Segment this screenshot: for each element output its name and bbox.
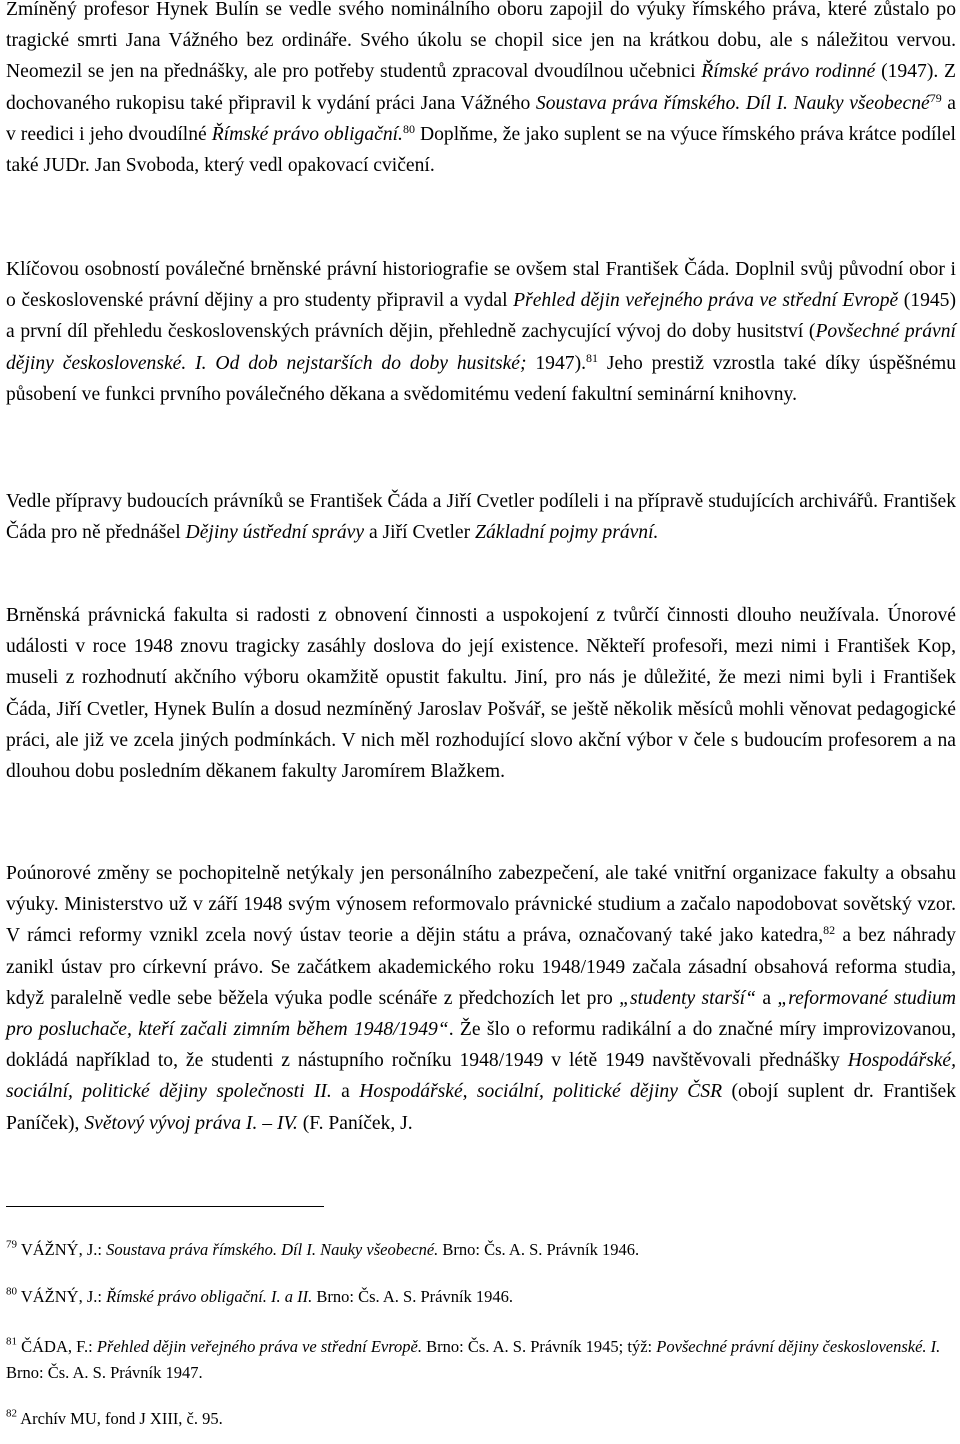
italic-text: Povšechné právní dějiny československé. I. Od dob nejstarších do doby husitské; (6, 321, 956, 374)
text-run: Brno: Čs. A. S. Právník 1945; týž: (422, 1337, 657, 1356)
footnote-separator (6, 1206, 324, 1207)
text-run: (1945) a první díl přehledu československých právních dějin, přehledně zachycující vývoj do doby husitství ( (6, 290, 957, 343)
text-run: a (331, 1081, 360, 1103)
text-run: a Jiří Cvetler (364, 522, 476, 544)
italic-text: Soustava práva římského. Díl I. Nauky všeobecné. (106, 1240, 439, 1259)
text-run: Brno: Čs. A. S. Právník 1946. (312, 1287, 514, 1306)
italic-text: Hospodářské, sociální, politické dějiny společnosti II. (6, 1050, 956, 1103)
italic-text: Římské právo rodinné (701, 61, 876, 83)
paragraph-study-reform (6, 858, 956, 1139)
footnote-ref: 79 (929, 90, 942, 105)
italic-text: Římské právo obligační. (211, 123, 403, 145)
paragraph-february-1948 (6, 600, 956, 787)
footnote-81 (6, 1334, 956, 1386)
text-run: Brno: Čs. A. S. Právník 1946. (438, 1240, 640, 1259)
paragraph-cada (6, 254, 956, 410)
italic-text: Dějiny ústřední správy (185, 522, 365, 544)
text-run: VÁŽNÝ, J.: (17, 1287, 107, 1306)
footnote-ref: 81 (6, 1335, 17, 1348)
text-run: (obojí suplent dr. František Paníček), (6, 1081, 957, 1134)
footnote-82 (6, 1406, 956, 1432)
text-run: a v reedici i jeho dvoudílné (6, 92, 956, 145)
italic-text: Povšechné právní dějiny československé. I. (656, 1337, 941, 1356)
italic-text: Římské právo obligační. I. a II. (106, 1287, 313, 1306)
italic-text: Soustava práva římského. Díl I. Nauky všeobecné (535, 92, 930, 114)
italic-text: Přehled dějin veřejného práva ve střední Evropě (513, 290, 899, 312)
text-run: Brno: Čs. A. S. Právník 1947. (6, 1363, 203, 1382)
italic-text: Základní pojmy právní. (475, 522, 659, 544)
text-run: a bez náhrady zanikl ústav pro církevní právo. Se začátkem akademického roku 1948/1949 začala zásadní obsahová reforma studia, když paralelně vedle sebe běžela výuka podle scénáře z předchozích let pro (6, 925, 956, 1009)
text-run: Zmíněný profesor Hynek Bulín se vedle svého nominálního oboru zapojil do výuky římského práva, které zůstalo po tragické smrti Jana Vážného bez ordináře. Svého úkolu se chopil sice jen na krátkou dobu, ale s náležitou vervou. Neomezil se jen na přednášky, ale pro potřeby studentů zpracoval dvoudílnou učebnici (6, 0, 956, 83)
text-run: a (756, 987, 778, 1009)
text-run: . Že šlo o reformu radikální a do značné míry improvizovanou, dokládá například to, že studenti z nástupního ročníku 1948/1949 v létě 1949 navštěvovali přednášky (6, 1019, 956, 1072)
italic-text: „reformované studium pro posluchače, kteří začali zimním během 1948/1949“ (6, 987, 956, 1041)
footnote-79 (6, 1237, 956, 1263)
text-run: Poúnorové změny se pochopitelně netýkaly jen personálního zabezpečení, ale také vnitřní organizace fakulty a obsahu výuky. Ministerstvo už v září 1948 svým výnosem reformovalo právnické studium a začalo napodobovat sovětský vzor. V rámci reformy vznikl zcela nový ústav teorie a dějin státu a práva, označovaný také jako katedra, (6, 863, 956, 947)
footnote-ref: 81 (586, 350, 598, 365)
text-run: Klíčovou osobností poválečné brněnské právní historiografie se ovšem stal František Čáda. Doplnil svůj původní obor i o československé právní dějiny a pro studenty připravil a vydal (6, 259, 956, 312)
text-run: Vedle přípravy budoucích právníků se František Čáda a Jiří Cvetler podíleli i na přípravě studujících archivářů. František Čáda pro ně přednášel (6, 491, 956, 544)
footnote-ref: 82 (6, 1407, 17, 1420)
text-run: Brněnská právnická fakulta si radosti z obnovení činnosti a uspokojení z tvůrčí činnosti dlouho neužívala. Únorové události v roce 1948 znovu tragicky zasáhly doslova do její existence. Někteří profesoři, mezi nimi i František Kop, museli z rozhodnutí akčního výboru okamžitě opustit fakultu. Jiní, pro nás je důležité, že mezi nimi byli i František Čáda, Jiří Cvetler, Hynek Bulín a dosud nezmíněný Jaroslav Pošvář, se ještě několik měsíců mohli věnovat pedagogické práci, ale již ve zcela jiných podmínkách. V nich měl rozhodující slovo akční výbor v čele s budoucím profesorem a na dlouhou dobu posledním děkanem fakulty Jaromírem Blažkem. (6, 605, 956, 783)
footnote-ref: 79 (6, 1238, 17, 1251)
text-run: 1947). (526, 352, 586, 374)
footnote-ref: 80 (402, 121, 415, 136)
footnote-ref: 80 (6, 1285, 17, 1298)
text-run: Jeho prestiž vzrostla také díky úspěšnému působení ve funkci prvního poválečného děkana a svědomitému vedení fakultní seminární knihovny. (6, 352, 956, 405)
text-run: Archív MU, fond J XIII, č. 95. (17, 1409, 223, 1428)
text-run: Doplňme, že jako suplent se na výuce římského práva krátce podílel také JUDr. Jan Svoboda, který vedl opakovací cvičení. (6, 123, 956, 177)
italic-text: Přehled dějin veřejného práva ve střední Evropě. (96, 1337, 422, 1356)
italic-text: Světový vývoj práva I. – IV. (84, 1112, 298, 1134)
text-run: (F. Paníček, J. (297, 1112, 413, 1134)
paragraph-bulin-roman-law (6, 0, 956, 181)
footnote-ref: 82 (823, 923, 836, 938)
text-run: ČÁDA, F.: (17, 1337, 97, 1356)
footnote-80 (6, 1284, 956, 1310)
italic-text: Hospodářské, sociální, politické dějiny ČSR (359, 1081, 723, 1103)
text-run: (1947). Z dochovaného rukopisu také připravil k vydání práci Jana Vážného (6, 61, 956, 114)
text-run: VÁŽNÝ, J.: (17, 1240, 107, 1259)
paragraph-archivists (6, 486, 956, 548)
italic-text: „studenty starší“ (619, 987, 757, 1009)
